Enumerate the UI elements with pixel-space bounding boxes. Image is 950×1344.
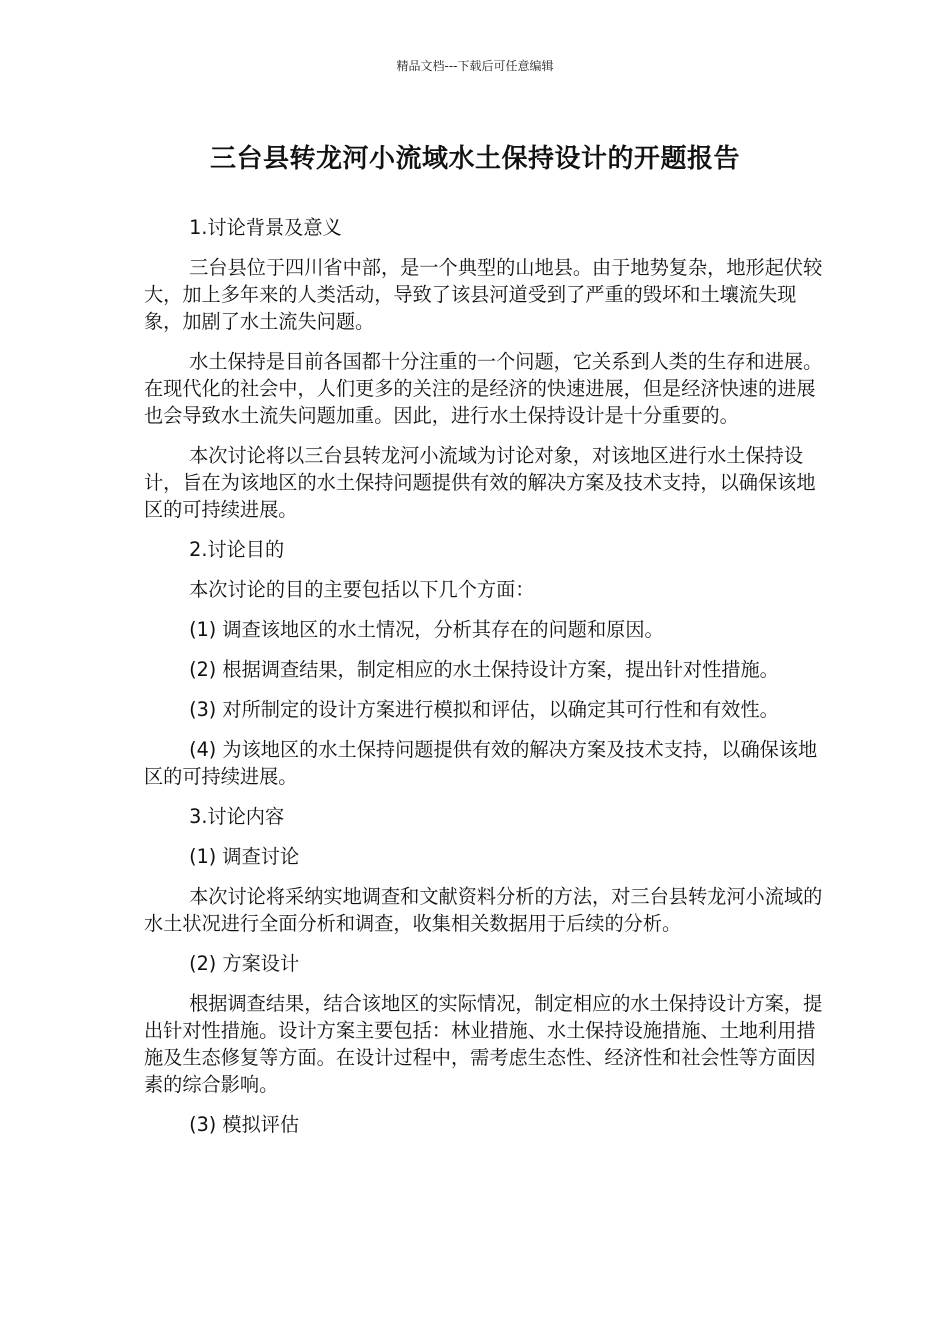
paragraph: 本次讨论的目的主要包括以下几个方面： [189,578,535,601]
subsection-heading-survey: (1) 调查讨论 [189,845,300,868]
list-item: (2) 根据调查结果，制定相应的水土保持设计方案，提出针对性措施。 [189,658,779,681]
paragraph: 三台县位于四川省中部，是一个典型的山地县。由于地势复杂，地形起伏较大，加上多年来的人类活动，导致了该县河道受到了严重的毁坏和土壤流失现象，加剧了水土流失问题。 [144,256,823,333]
subsection-heading-design: (2) 方案设计 [189,952,300,975]
subsection-heading-evaluation: (3) 模拟评估 [189,1113,300,1136]
document-title: 三台县转龙河小流域水土保持设计的开题报告 [209,144,740,174]
paragraph: 根据调查结果，结合该地区的实际情况，制定相应的水土保持设计方案，提出针对性措施。设计方案主要包括：林业措施、水土保持设施措施、土地利用措施及生态修复等方面。在设计过程中，需考虑生态性、经济性和社会性等方面因素的综合影响。 [144,992,823,1096]
section-heading-purpose: 2.讨论目的 [189,538,285,561]
paragraph: 水土保持是目前各国都十分注重的一个问题，它关系到人类的生存和进展。在现代化的社会中，人们更多的关注的是经济的快速进展，但是经济快速的进展也会导致水土流失问题加重。因此，进行水土保持设计是十分重要的。 [144,350,823,427]
paragraph: 本次讨论将采纳实地调查和文献资料分析的方法，对三台县转龙河小流域的水土状况进行全面分析和调查，收集相关数据用于后续的分析。 [144,885,823,935]
document-body [144,214,824,1151]
list-item: (4) 为该地区的水土保持问题提供有效的解决方案及技术支持，以确保该地区的可持续进展。 [144,738,818,788]
section-heading-content: 3.讨论内容 [189,805,285,828]
list-item: (3) 对所制定的设计方案进行模拟和评估，以确定其可行性和有效性。 [189,698,779,721]
page-header: 精品文档---下载后可任意编辑 [396,59,554,73]
paragraph: 本次讨论将以三台县转龙河小流域为讨论对象，对该地区进行水土保持设计，旨在为该地区的水土保持问题提供有效的解决方案及技术支持，以确保该地区的可持续进展。 [144,444,816,521]
section-heading-background: 1.讨论背景及意义 [189,216,342,239]
list-item: (1) 调查该地区的水土情况，分析其存在的问题和原因。 [189,618,664,641]
